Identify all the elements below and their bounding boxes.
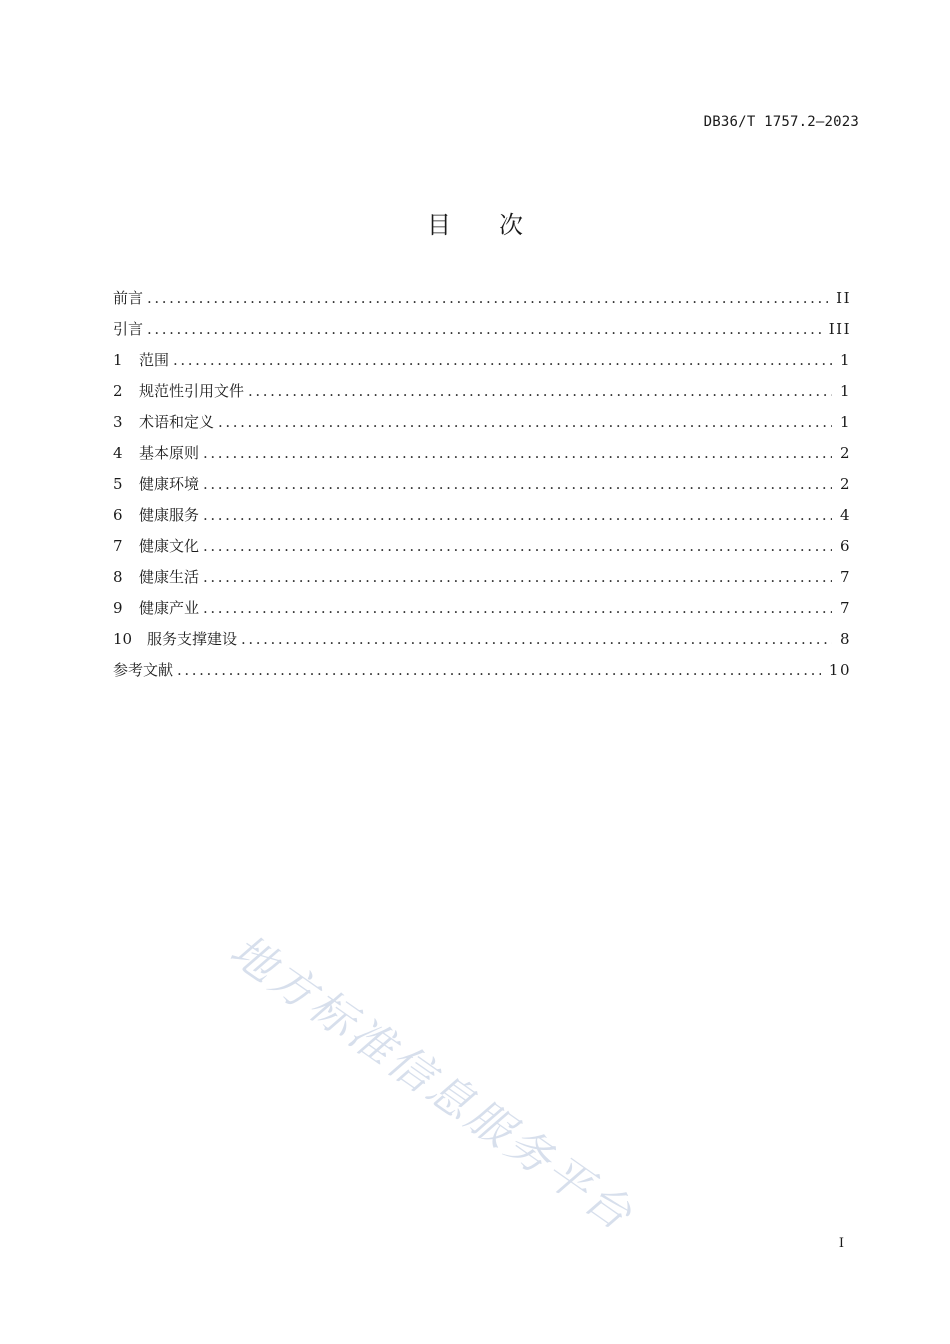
toc-entry-label: 引言 [113,320,144,338]
toc-entry-number: 6 [113,506,123,524]
toc-entry-number: 8 [113,568,123,586]
toc-entry-health-environment[interactable] [113,471,851,502]
toc-entry-label: 参考文献 [113,661,174,679]
toc-leader-dots [203,502,832,528]
toc-entry-basic-principles[interactable] [113,440,851,471]
toc-entry-number: 3 [113,413,123,431]
toc-entry-health-industry[interactable] [113,595,851,626]
page-title: 目次 [427,211,571,239]
toc-entry-label: 基本原则 [139,444,200,462]
toc-entry-number: 1 [113,351,123,369]
toc-entry-page: 10 [828,661,851,679]
toc-entry-health-culture[interactable] [113,533,851,564]
toc-entry-page: 7 [839,568,851,586]
toc-entry-label: 规范性引用文件 [139,382,245,400]
toc-entry-label: 术语和定义 [139,413,215,431]
toc-entry-page: 2 [839,475,851,493]
toc-leader-dots [203,440,832,466]
toc-leader-dots [147,316,821,342]
toc-entry-page: 1 [839,413,851,431]
toc-leader-dots [147,285,828,311]
toc-entry-scope[interactable] [113,347,851,378]
toc-entry-number: 10 [113,630,133,648]
toc-entry-number: 4 [113,444,123,462]
toc-entry-health-service[interactable] [113,502,851,533]
toc-leader-dots [203,595,832,621]
toc-entry-page: 8 [839,630,851,648]
toc-entry-label: 健康服务 [139,506,200,524]
toc-entry-normative-references[interactable] [113,378,851,409]
toc-entry-page: 1 [839,382,851,400]
toc-leader-dots [218,409,832,435]
toc-entry-label: 范围 [139,351,170,369]
watermark: 地方标准信息服务平台 [220,924,644,1242]
toc-entry-number: 2 [113,382,123,400]
toc-leader-dots [173,347,832,373]
toc-leader-dots [203,533,832,559]
toc-entry-number: 9 [113,599,123,617]
toc-entry-bibliography[interactable] [113,657,851,688]
toc-entry-number: 7 [113,537,123,555]
toc-entry-page: 6 [839,537,851,555]
toc-leader-dots [241,626,832,652]
toc-leader-dots [248,378,832,404]
toc-entry-page: 4 [839,506,851,524]
page-number: I [838,1236,844,1251]
toc-entry-health-life[interactable] [113,564,851,595]
toc-entry-page: II [836,289,851,307]
toc-entry-label: 健康环境 [139,475,200,493]
toc-entry-foreword[interactable] [113,285,851,316]
toc-entry-number: 5 [113,475,123,493]
toc-entry-page: 7 [839,599,851,617]
toc-entry-label: 健康产业 [139,599,200,617]
toc-entry-page: 1 [839,351,851,369]
toc-entry-label: 前言 [113,289,144,307]
toc-entry-label: 健康生活 [139,568,200,586]
toc-entry-page: III [828,320,851,338]
toc-entry-label: 健康文化 [139,537,200,555]
toc-entry-introduction[interactable] [113,316,851,347]
toc-leader-dots [203,471,832,497]
toc-entry-page: 2 [839,444,851,462]
toc-entry-terms-definitions[interactable] [113,409,851,440]
toc-leader-dots [203,564,832,590]
toc-leader-dots [177,657,821,683]
toc-entry-label: 服务支撑建设 [147,630,238,648]
document-code: DB36/T 1757.2—2023 [703,114,859,130]
table-of-contents [113,285,851,688]
toc-entry-service-support[interactable] [113,626,851,657]
